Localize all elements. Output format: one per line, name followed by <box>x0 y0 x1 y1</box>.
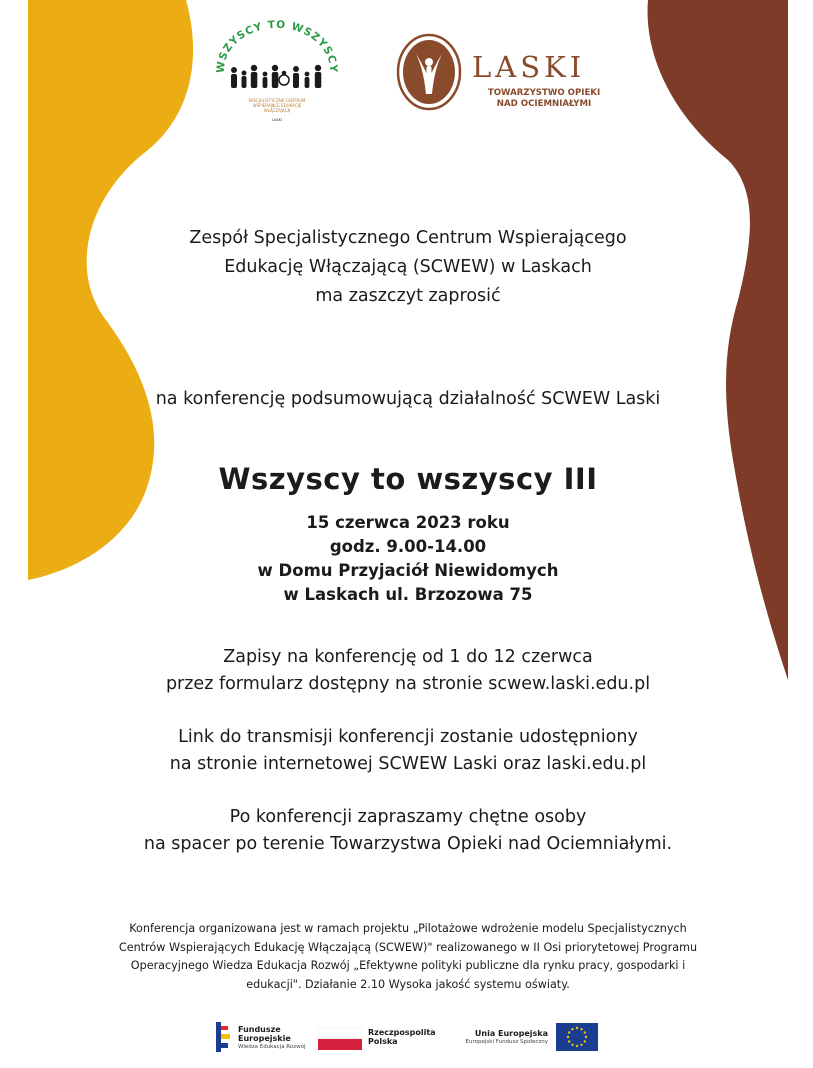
fe-line-2: Europejskie <box>238 1034 291 1043</box>
fe-emblem-icon <box>216 1022 234 1052</box>
svg-text:WSZYSCY TO WSZYSCY <box>215 19 340 74</box>
fundusze-europejskie-logo <box>216 1020 316 1054</box>
project-footnote <box>28 920 788 994</box>
event-address: w Laskach ul. Brzozowa 75 <box>283 585 533 604</box>
stream-line-2: na stronie internetowej SCWEW Laski oraz laski.edu.pl <box>169 754 647 774</box>
rzeczpospolita-logo <box>318 1020 448 1054</box>
walk-info <box>28 804 788 858</box>
event-date: 15 czerwca 2023 roku <box>306 513 510 532</box>
conference-subtitle: na konferencję podsumowującą działalność SCWEW Laski <box>155 389 661 409</box>
wszyscy-line-2: WSPIERAJĄCE EDUKACJĘ <box>252 103 302 108</box>
wszyscy-line-3: WŁĄCZAJĄCĄ <box>263 108 291 113</box>
fe-line-1: Fundusze <box>238 1025 281 1034</box>
laski-subtitle-line-1: TOWARZYSTWO OPIEKI <box>487 88 601 98</box>
stream-line-1: Link do transmisji konferencji zostanie udostępniony <box>178 727 638 747</box>
event-details <box>28 511 788 607</box>
footnote-line-2: Centrów Wspierających Edukację Włączającą (SCWEW)" realizowanego w II Osi priorytetowej Programu <box>118 940 698 954</box>
rp-line-2: Polska <box>368 1037 398 1046</box>
invitation-page <box>28 0 788 1068</box>
people-silhouettes-icon <box>231 65 321 88</box>
registration-info <box>28 644 788 698</box>
registration-line-2: przez formularz dostępny na stronie scwew.laski.edu.pl <box>165 674 651 694</box>
ue-line-1: Unia Europejska <box>474 1029 548 1038</box>
unia-europejska-logo <box>458 1020 608 1054</box>
intro-line-1: Zespół Specjalistycznego Centrum Wspierającego <box>189 228 627 248</box>
laski-wordmark: LASKI <box>472 50 586 84</box>
hands-emblem-icon <box>394 32 464 112</box>
ue-line-2: Europejski Fundusz Społeczny <box>465 1039 548 1045</box>
intro-line-2: Edukację Włączającą (SCWEW) w Laskach <box>224 257 592 277</box>
walk-line-2: na spacer po terenie Towarzystwa Opieki nad Ociemniałymi. <box>143 834 673 854</box>
registration-line-1: Zapisy na konferencję od 1 do 12 czerwca <box>223 647 593 667</box>
info-section <box>28 644 788 884</box>
footnote-line-3: Operacyjnego Wiedza Edukacja Rozwój „Efektywne polityki publiczne dla rynku pracy, gospodarki i <box>130 959 686 972</box>
wszyscy-logo <box>212 18 342 138</box>
event-time: godz. 9.00-14.00 <box>329 537 487 556</box>
fe-text <box>238 1025 306 1052</box>
walk-line-1: Po konferencji zapraszamy chętne osoby <box>229 807 587 827</box>
rp-line-1: Rzeczpospolita <box>368 1028 436 1037</box>
laski-subtitle-line-2: NAD OCIEMNIAŁYMI <box>496 99 592 109</box>
laski-logo <box>394 32 614 112</box>
event-venue: w Domu Przyjaciół Niewidomych <box>257 561 559 580</box>
wszyscy-small-text: LASKI <box>272 118 282 122</box>
rp-text <box>368 1028 436 1046</box>
polish-flag-icon <box>318 1028 362 1050</box>
wszyscy-arc-text: WSZYSCY TO WSZYSCY <box>214 18 340 74</box>
intro-text <box>28 224 788 311</box>
intro-line-3: ma zaszczyt zaprosić <box>315 286 501 306</box>
fe-line-3: Wiedza Edukacja Rozwój <box>238 1044 306 1050</box>
eu-flag-icon <box>556 1023 598 1051</box>
stream-info <box>28 724 788 778</box>
wszyscy-line-1: SPECJALISTYCZNE CENTRUM <box>248 98 306 103</box>
laski-subtitle <box>474 88 614 110</box>
event-title: Wszyscy to wszyscy III <box>218 462 598 496</box>
footnote-line-4: edukacji". Działanie 2.10 Wysoka jakość systemu oświaty. <box>246 977 570 991</box>
ue-text <box>458 1029 548 1047</box>
footnote-line-1: Konferencja organizowana jest w ramach projektu „Pilotażowe wdrożenie modelu Specjalistycznych <box>129 922 687 935</box>
